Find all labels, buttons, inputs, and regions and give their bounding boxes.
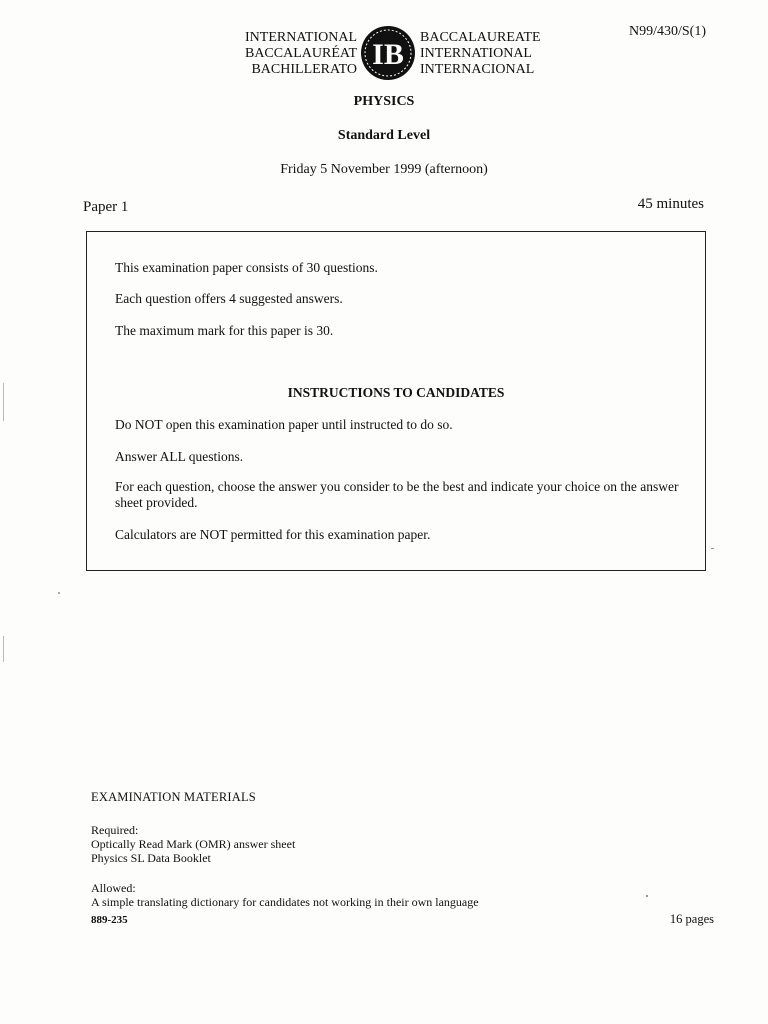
scan-mark [3,636,4,662]
header-right-block [420,30,580,78]
instructions-heading: INSTRUCTIONS TO CANDIDATES [287,385,505,400]
header-left-block [222,30,357,78]
ib-logo [359,24,417,82]
ib-logo-text: IB [372,38,404,71]
header-left-line: BACCALAURÉAT [244,46,357,61]
required-item: Optically Read Mark (OMR) answer sheet [91,837,296,851]
scan-mark [646,895,648,897]
allowed-label: Allowed: [91,881,136,895]
scan-mark [58,592,60,594]
required-label: Required: [91,823,139,837]
materials-heading: EXAMINATION MATERIALS [91,790,256,804]
exam-date: Friday 5 November 1999 (afternoon) [280,162,488,177]
scan-mark [711,548,714,549]
intro-line: The maximum mark for this paper is 30. [115,323,334,338]
scan-mark [3,383,4,421]
header-left-line: INTERNATIONAL [245,30,357,45]
document-number: 889-235 [91,914,128,926]
header-right-line: INTERNATIONAL [420,46,532,61]
intro-line: This examination paper consists of 30 questions. [115,260,378,275]
allowed-item: A simple translating dictionary for candidates not working in their own language [91,895,479,909]
instruction-line: Do NOT open this examination paper until instructed to do so. [115,417,453,432]
header-right-line: BACCALAUREATE [420,30,541,45]
instruction-line: Answer ALL questions. [115,449,244,464]
exam-duration: 45 minutes [637,196,704,212]
subject-title: PHYSICS [353,94,415,109]
instruction-line: Calculators are NOT permitted for this examination paper. [115,527,431,542]
level-title: Standard Level [337,128,431,143]
instruction-line: For each question, choose the answer you consider to be the best and indicate your choice on the answer sheet provided. [115,479,679,510]
intro-line: Each question offers 4 suggested answers. [115,291,343,306]
header-left-line: BACHILLERATO [251,62,357,77]
page-count: 16 pages [669,912,714,926]
header-right-line: INTERNACIONAL [420,62,535,77]
instructions-box [86,231,706,571]
exam-code: N99/430/S(1) [629,24,706,39]
paper-label: Paper 1 [83,199,129,215]
required-item: Physics SL Data Booklet [91,851,211,865]
